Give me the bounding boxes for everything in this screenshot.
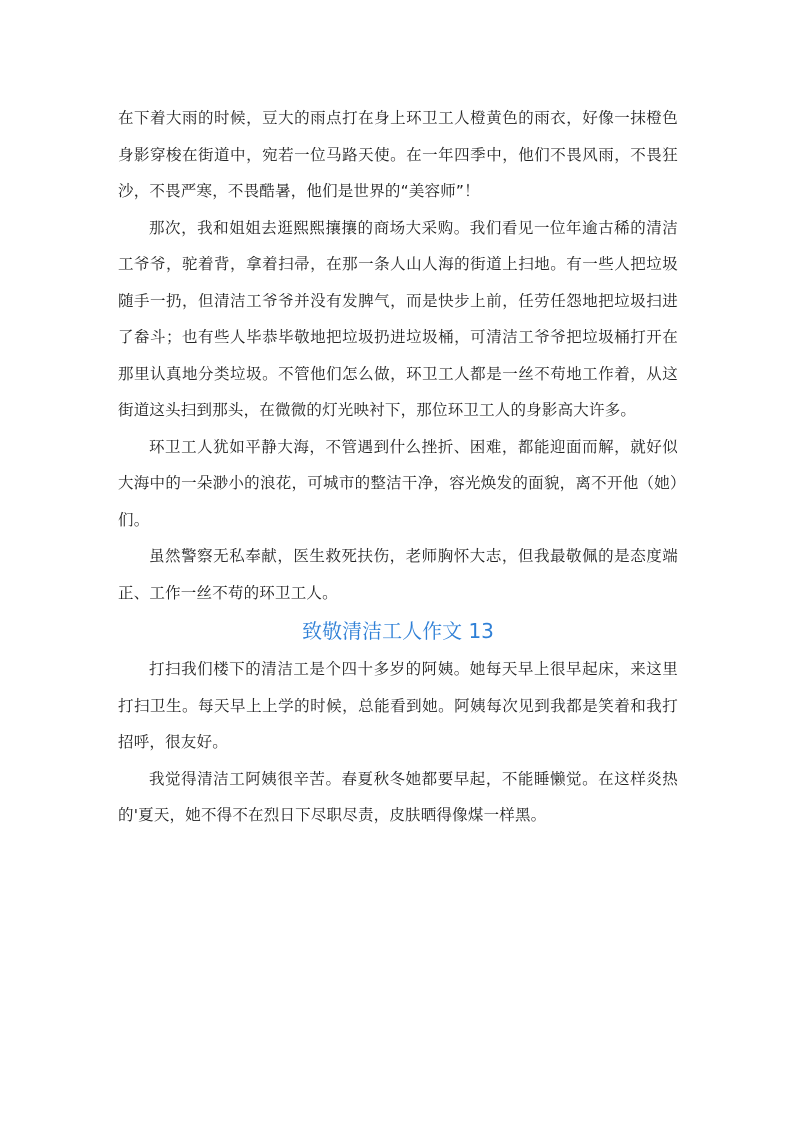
document-page: [118, 100, 678, 834]
paragraph-admire: 虽然警察无私奉献，医生救死扶伤，老师胸怀大志，但我最敬佩的是态度端正、工作一丝不苟的环卫工人。: [118, 547, 678, 602]
essay-heading: 致敬清洁工人作文 13: [302, 619, 494, 643]
paragraph-aunt: 打扫我们楼下的清洁工是个四十多岁的阿姨。她每天早上很早起床，来这里打扫卫生。每天早上上学的时候，总能看到她。阿姨每次见到我都是笑着和我打招呼，很友好。: [118, 660, 678, 751]
paragraph-shopping: 那次，我和姐姐去逛熙熙攘攘的商场大采购。我们看见一位年逾古稀的清洁工爷爷，驼着背，拿着扫帚，在那一条人山人海的街道上扫地。有一些人把垃圾随手一扔，但清洁工爷爷并没有发脾气，而是快步上前，任劳任怨地把垃圾扫进了畚斗；也有些人毕恭毕敬地把垃圾扔进垃圾桶，可清洁工爷爷把垃圾桶打开在那里认真地分类垃圾。不管他们怎么做，环卫工人都是一丝不苟地工作着，从这街道这头扫到那头，在微微的灯光映衬下，那位环卫工人的身影高大许多。: [118, 218, 678, 419]
paragraph-rain: 在下着大雨的时候，豆大的雨点打在身上环卫工人橙黄色的雨衣，好像一抹橙色身影穿梭在街道中，宛若一位马路天使。在一年四季中，他们不畏风雨，不畏狂沙，不畏严寒，不畏酷暑，他们是世界的“美容师”！: [118, 109, 678, 200]
paragraph-hardship: 我觉得清洁工阿姨很辛苦。春夏秋冬她都要早起，不能睡懒觉。在这样炎热的'夏天，她不得不在烈日下尽职尽责，皮肤晒得像煤一样黑。: [118, 769, 678, 824]
paragraph-sea: 环卫工人犹如平静大海，不管遇到什么挫折、困难，都能迎面而解，就好似大海中的一朵渺小的浪花，可城市的整洁干净，容光焕发的面貌，离不开他（她）们。: [118, 437, 678, 529]
